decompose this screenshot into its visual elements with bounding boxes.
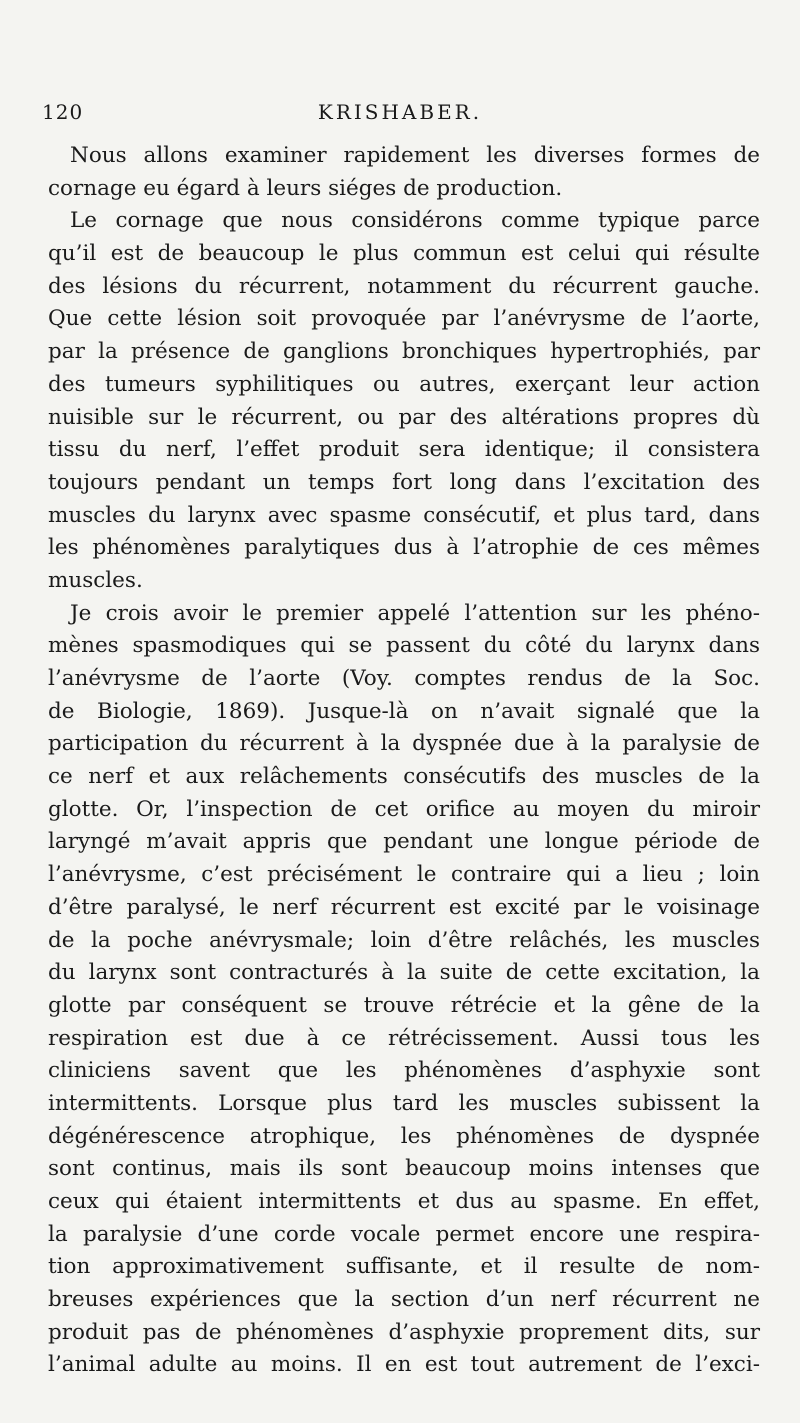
- text-line: mènes spasmodiques qui se passent du côté du larynx dans: [48, 633, 760, 659]
- text-line: muscles.: [48, 567, 143, 593]
- body-text: [48, 140, 760, 1382]
- text-line: glotte. Or, l’inspection de cet orifice au moyen du miroir: [48, 796, 760, 822]
- text-line: de Biologie, 1869). Jusque-là on n’avait signalé que la: [48, 698, 760, 724]
- text-line: d’être paralysé, le nerf récurrent est excité par le voisinage: [48, 894, 760, 920]
- text-line: par la présence de ganglions bronchiques hypertrophiés, par: [48, 339, 760, 365]
- text-line: les phénomènes paralytiques dus à l’atrophie de ces mêmes: [48, 535, 760, 561]
- text-line: qu’il est de beaucoup le plus commun est celui qui résulte: [48, 241, 760, 267]
- text-line: breuses expériences que la section d’un nerf récurrent ne: [48, 1287, 760, 1313]
- text-line: toujours pendant un temps fort long dans l’excitation des: [48, 469, 760, 495]
- text-line: produit pas de phénomènes d’asphyxie proprement dits, sur: [48, 1319, 760, 1345]
- text-line: muscles du larynx avec spasme consécutif, et plus tard, dans: [48, 502, 760, 528]
- text-line: tion approximativement suffisante, et il resulte de nom-: [48, 1254, 760, 1280]
- text-line: cliniciens savent que les phénomènes d’asphyxie sont: [48, 1058, 760, 1084]
- page-header: [42, 100, 758, 130]
- text-line: participation du récurrent à la dyspnée due à la paralysie de: [48, 731, 760, 757]
- running-title: KRISHABER.: [317, 100, 483, 124]
- text-line: nuisible sur le récurrent, ou par des altérations propres dù: [48, 404, 760, 430]
- text-line: dégénérescence atrophique, les phénomènes de dyspnée: [48, 1123, 760, 1149]
- text-line: glotte par conséquent se trouve rétrécie et la gêne de la: [48, 992, 760, 1018]
- text-line: l’anévrysme de l’aorte (Voy. comptes rendus de la Soc.: [48, 666, 760, 691]
- text-line: du larynx sont contracturés à la suite de cette excitation, la: [48, 960, 760, 986]
- text-line: Nous allons examiner rapidement les diverses formes de: [70, 143, 760, 168]
- text-line: laryngé m’avait appris que pendant une longue période de: [48, 829, 760, 855]
- text-line: ce nerf et aux relâchements consécutifs des muscles de la: [48, 764, 760, 790]
- text-line: l’anévrysme, c’est précisément le contraire qui a lieu ; loin: [48, 862, 760, 888]
- text-line: respiration est due à ce rétrécissement. Aussi tous les: [48, 1025, 760, 1051]
- text-line: Je crois avoir le premier appelé l’attention sur les phéno-: [70, 600, 760, 626]
- text-line: intermittents. Lorsque plus tard les muscles subissent la: [48, 1090, 760, 1116]
- text-line: la paralysie d’une corde vocale permet encore une respira-: [48, 1221, 760, 1247]
- text-line: des tumeurs syphilitiques ou autres, exerçant leur action: [48, 371, 760, 397]
- text-line: tissu du nerf, l’effet produit sera identique; il consistera: [48, 437, 760, 463]
- text-line: l’animal adulte au moins. Il en est tout autrement de l’exci-: [48, 1352, 760, 1378]
- text-line: des lésions du récurrent, notamment du récurrent gauche.: [48, 273, 760, 299]
- text-line: Le cornage que nous considérons comme typique parce: [70, 208, 760, 234]
- text-line: Que cette lésion soit provoquée par l’anévrysme de l’aorte,: [48, 306, 760, 332]
- page-number: 120: [42, 100, 84, 124]
- text-line: cornage eu égard à leurs siéges de production.: [48, 175, 563, 201]
- text-line: ceux qui étaient intermittents et dus au spasme. En effet,: [48, 1189, 760, 1214]
- text-line: sont continus, mais ils sont beaucoup moins intenses que: [48, 1156, 760, 1182]
- text-line: de la poche anévrysmale; loin d’être relâchés, les muscles: [48, 927, 760, 953]
